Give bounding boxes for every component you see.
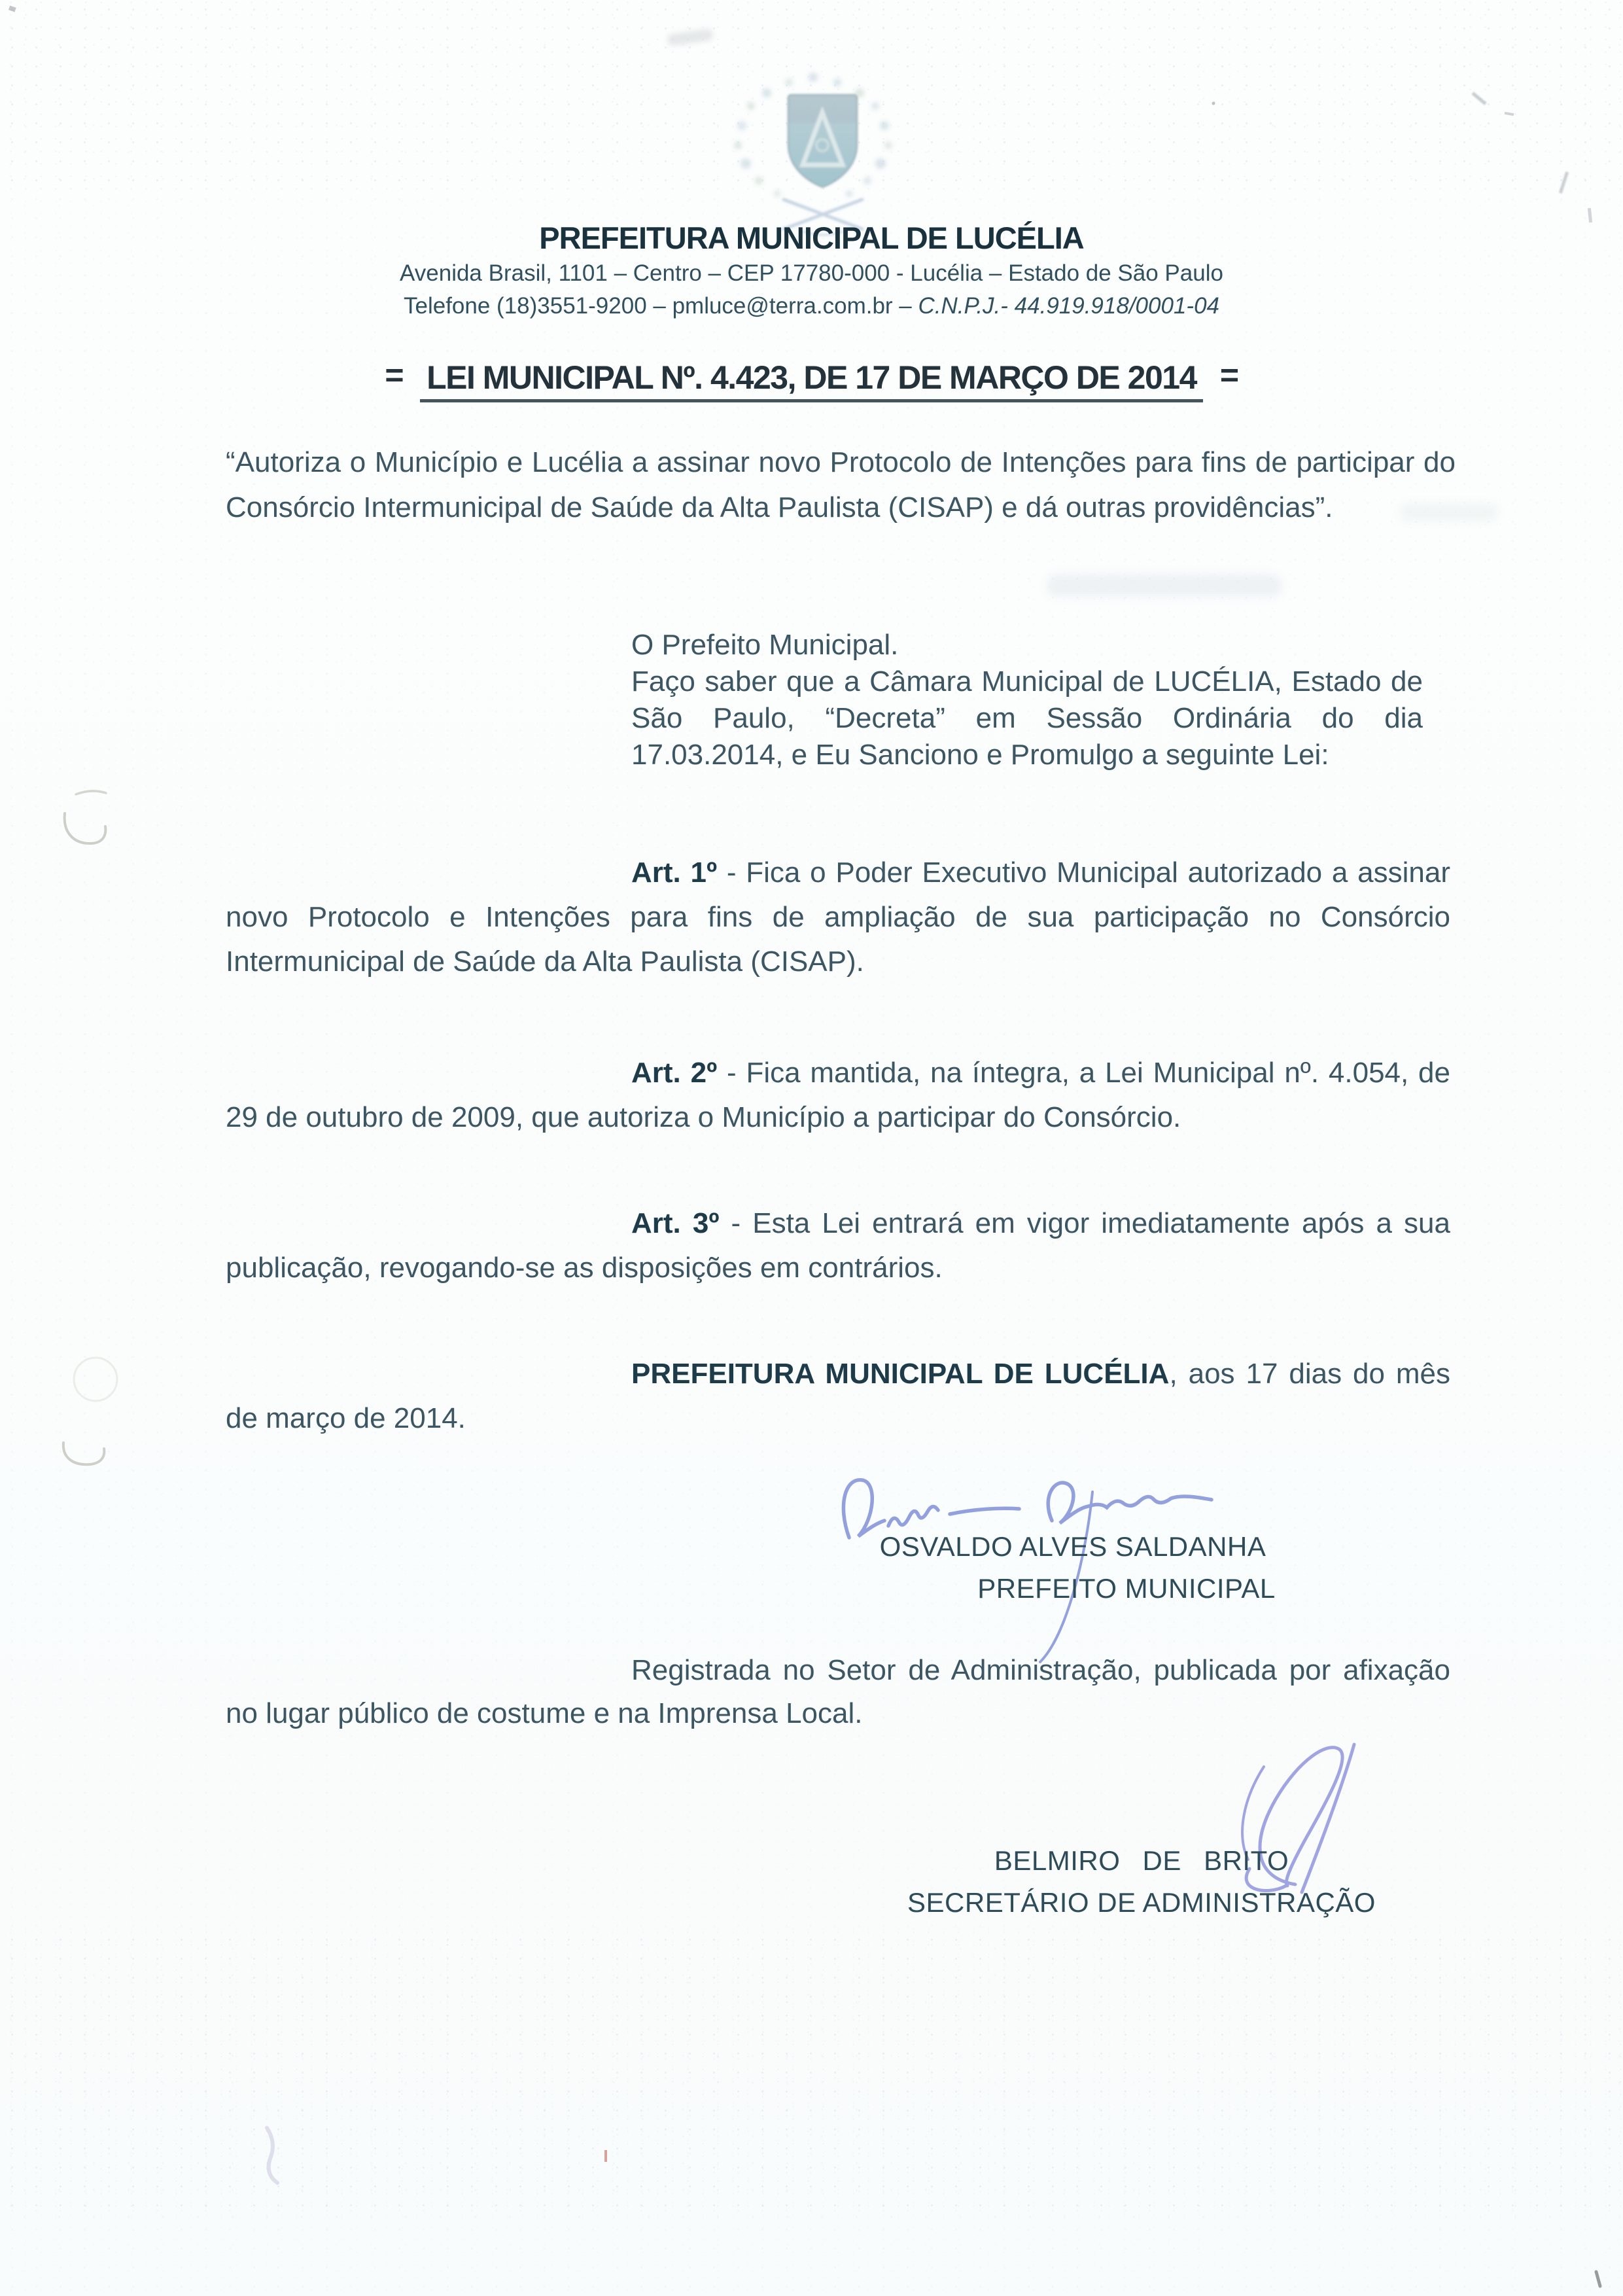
mayor-signature-block <box>805 1526 1393 1610</box>
secretary-name: BELMIRO DE BRITO <box>994 1845 1289 1876</box>
law-title-text: LEI MUNICIPAL Nº. 4.423, DE 17 DE MARÇO DE 2014 <box>420 359 1203 402</box>
scan-smudge <box>667 28 714 46</box>
law-title <box>0 359 1623 402</box>
article-1-label: Art. 1º <box>631 857 718 889</box>
enactment-date: , aos 17 dias do mês de março de 2014. <box>226 1358 1450 1434</box>
secretary-signature-block <box>847 1840 1436 1924</box>
scan-artifact <box>1471 92 1486 105</box>
preamble-body: Faço saber que a Câmara Municipal de LUCÉLIA, Estado de São Paulo, “Decreta” em Sessão Ordinária do dia 17.03.2014, e Eu Sanciono e Promulgo a seguinte Lei: <box>631 665 1423 771</box>
mayor-name: OSVALDO ALVES SALDANHA <box>879 1531 1266 1562</box>
law-preamble <box>631 627 1423 773</box>
article-2-text: - Fica mantida, na íntegra, a Lei Municipal nº. 4.054, de 29 de outubro de 2009, que autoriza o Município a participar do Consórcio. <box>226 1057 1451 1133</box>
org-cnpj: C.N.P.J.- 44.919.918/0001-04 <box>918 293 1220 319</box>
org-name: PREFEITURA MUNICIPAL DE LUCÉLIA <box>539 221 1084 255</box>
article-1 <box>226 851 1450 984</box>
scan-noise-texture <box>0 1930 1623 2218</box>
law-summary: “Autoriza o Município e Lucélia a assinar novo Protocolo de Intenções para fins de participar do Consórcio Intermunicipal de Saúde da Alta Paulista (CISAP) e dá outras providências”. <box>226 446 1456 523</box>
org-contact-line <box>0 293 1623 319</box>
enactment-org: PREFEITURA MUNICIPAL DE LUCÉLIA <box>631 1358 1170 1390</box>
article-3 <box>226 1201 1450 1290</box>
scan-artifact <box>1559 171 1569 194</box>
preamble-intro: O Prefeito Municipal. <box>631 629 899 661</box>
enactment-clause <box>226 1352 1450 1441</box>
ink-bleed-through <box>1047 574 1282 597</box>
article-2-label: Art. 2º <box>631 1057 718 1089</box>
coat-of-arms-icon <box>705 65 921 242</box>
title-left-mark: = <box>385 357 404 393</box>
secretary-role: SECRETÁRIO DE ADMINISTRAÇÃO <box>907 1887 1376 1918</box>
org-address: Avenida Brasil, 1101 – Centro – CEP 17780-000 - Lucélia – Estado de São Paulo <box>400 260 1223 286</box>
org-phone-email: Telefone (18)3551-9200 – pmluce@terra.com.br – <box>403 293 918 319</box>
registration-clause: Registrada no Setor de Administração, publicada por afixação no lugar público de costume e na Imprensa Local. <box>226 1654 1450 1729</box>
article-2 <box>226 1051 1450 1140</box>
scan-artifact <box>1505 112 1514 116</box>
title-right-mark: = <box>1219 357 1238 393</box>
article-3-label: Art. 3º <box>631 1207 720 1239</box>
article-1-text: - Fica o Poder Executivo Municipal autorizado a assinar novo Protocolo e Intenções para fins de ampliação de sua participação no Consórcio Intermunicipal de Saúde da Alta Paulista (CISAP). <box>226 857 1450 978</box>
mayor-role: PREFEITO MUNICIPAL <box>977 1573 1276 1604</box>
article-3-text: - Esta Lei entrará em vigor imediatamente após a sua publicação, revogando-se as disposições em contrários. <box>226 1207 1450 1284</box>
